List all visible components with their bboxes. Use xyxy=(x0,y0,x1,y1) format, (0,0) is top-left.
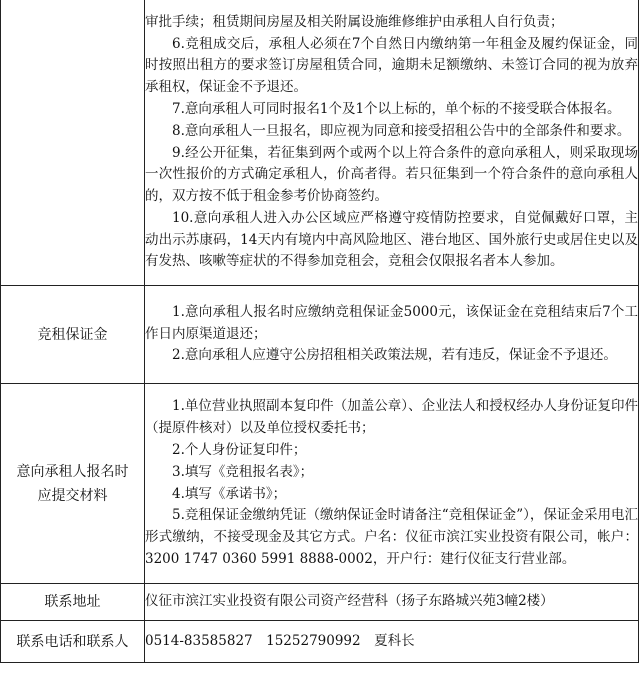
terms-paragraph: 10.意向承租人进入办公区域应严格遵守疫情防控要求，自觉佩戴好口罩，主动出示苏康码，14天内有境内中高风险地区、港台地区、国外旅行史或居住史以及有发热、咳嗽等症状的不得参加竞租会，竞租会仅限报名者本人参加。 xyxy=(145,209,638,270)
materials-content xyxy=(145,384,639,584)
materials-label-line: 意向承租人报名时 xyxy=(16,463,129,480)
address-label: 联系地址 xyxy=(1,584,145,621)
terms-paragraph: 8.意向承租人一旦报名，即应视为同意和接受招租公告中的全部条件和要求。 xyxy=(172,122,631,139)
terms-label xyxy=(1,0,145,286)
contact-row xyxy=(1,621,639,663)
deposit-paragraph: 2.意向承租人应遵守公房招租相关政策法规，若有违反，保证金不予退还。 xyxy=(172,347,617,364)
materials-label-line: 应提交材料 xyxy=(37,487,108,504)
contact-label: 联系电话和联系人 xyxy=(1,621,145,663)
terms-paragraph: 7.意向承租人可同时报名1个及1个以上标的，单个标的不接受联合体报名。 xyxy=(172,100,621,117)
terms-row xyxy=(1,0,639,286)
materials-paragraph: 5.竞租保证金缴纳凭证（缴纳保证金时请备注“竞租保证金”），保证金采用电汇形式缴纳，不接受现金及其它方式。户名：仪征市滨江实业投资有限公司，帐户：3200 1747 0360 5991 8888-0002，开户行：建行仪征支行营业部。 xyxy=(145,507,638,567)
materials-paragraph: 2.个人身份证复印件； xyxy=(172,441,307,458)
materials-label xyxy=(1,384,145,584)
deposit-paragraph: 1.意向承租人报名时应缴纳竞租保证金5000元，该保证金在竞租结束后7个工作日内原渠道退还； xyxy=(145,303,638,342)
terms-paragraph: 6.竞租成交后，承租人必须在7个自然日内缴纳第一年租金及履约保证金，同时按照出租方的要求签订房屋租赁合同，逾期未足额缴纳、未签订合同的视为放弃承租权，保证金不予退还。 xyxy=(145,35,638,96)
materials-paragraph: 1.单位营业执照副本复印件（加盖公章）、企业法人和授权经办人身份证复印件（提原件核对）以及单位授权委托书； xyxy=(145,398,638,437)
address-row xyxy=(1,584,639,621)
contact-value: 0514-83585827 15252790992 夏科长 xyxy=(145,621,639,663)
terms-content xyxy=(145,0,639,286)
deposit-row xyxy=(1,286,639,384)
terms-paragraph: 审批手续；租赁期间房屋及相关附属设施维修维护由承租人自行负责； xyxy=(145,13,564,30)
materials-row xyxy=(1,384,639,584)
materials-paragraph: 3.填写《竞租报名表》； xyxy=(172,463,314,480)
address-value: 仪征市滨江实业投资有限公司资产经营科（扬子东路城兴苑3幢2楼） xyxy=(145,584,639,621)
terms-paragraph: 9.经公开征集，若征集到两个或两个以上符合条件的意向承租人，则采取现场一次性报价的方式确定承租人，价高者得。若只征集到一个符合条件的意向承租人的，双方按不低于租金参考价协商签约。 xyxy=(145,144,638,205)
materials-paragraph: 4.填写《承诺书》； xyxy=(172,485,287,502)
deposit-content xyxy=(145,286,639,384)
deposit-label: 竞租保证金 xyxy=(1,286,145,384)
